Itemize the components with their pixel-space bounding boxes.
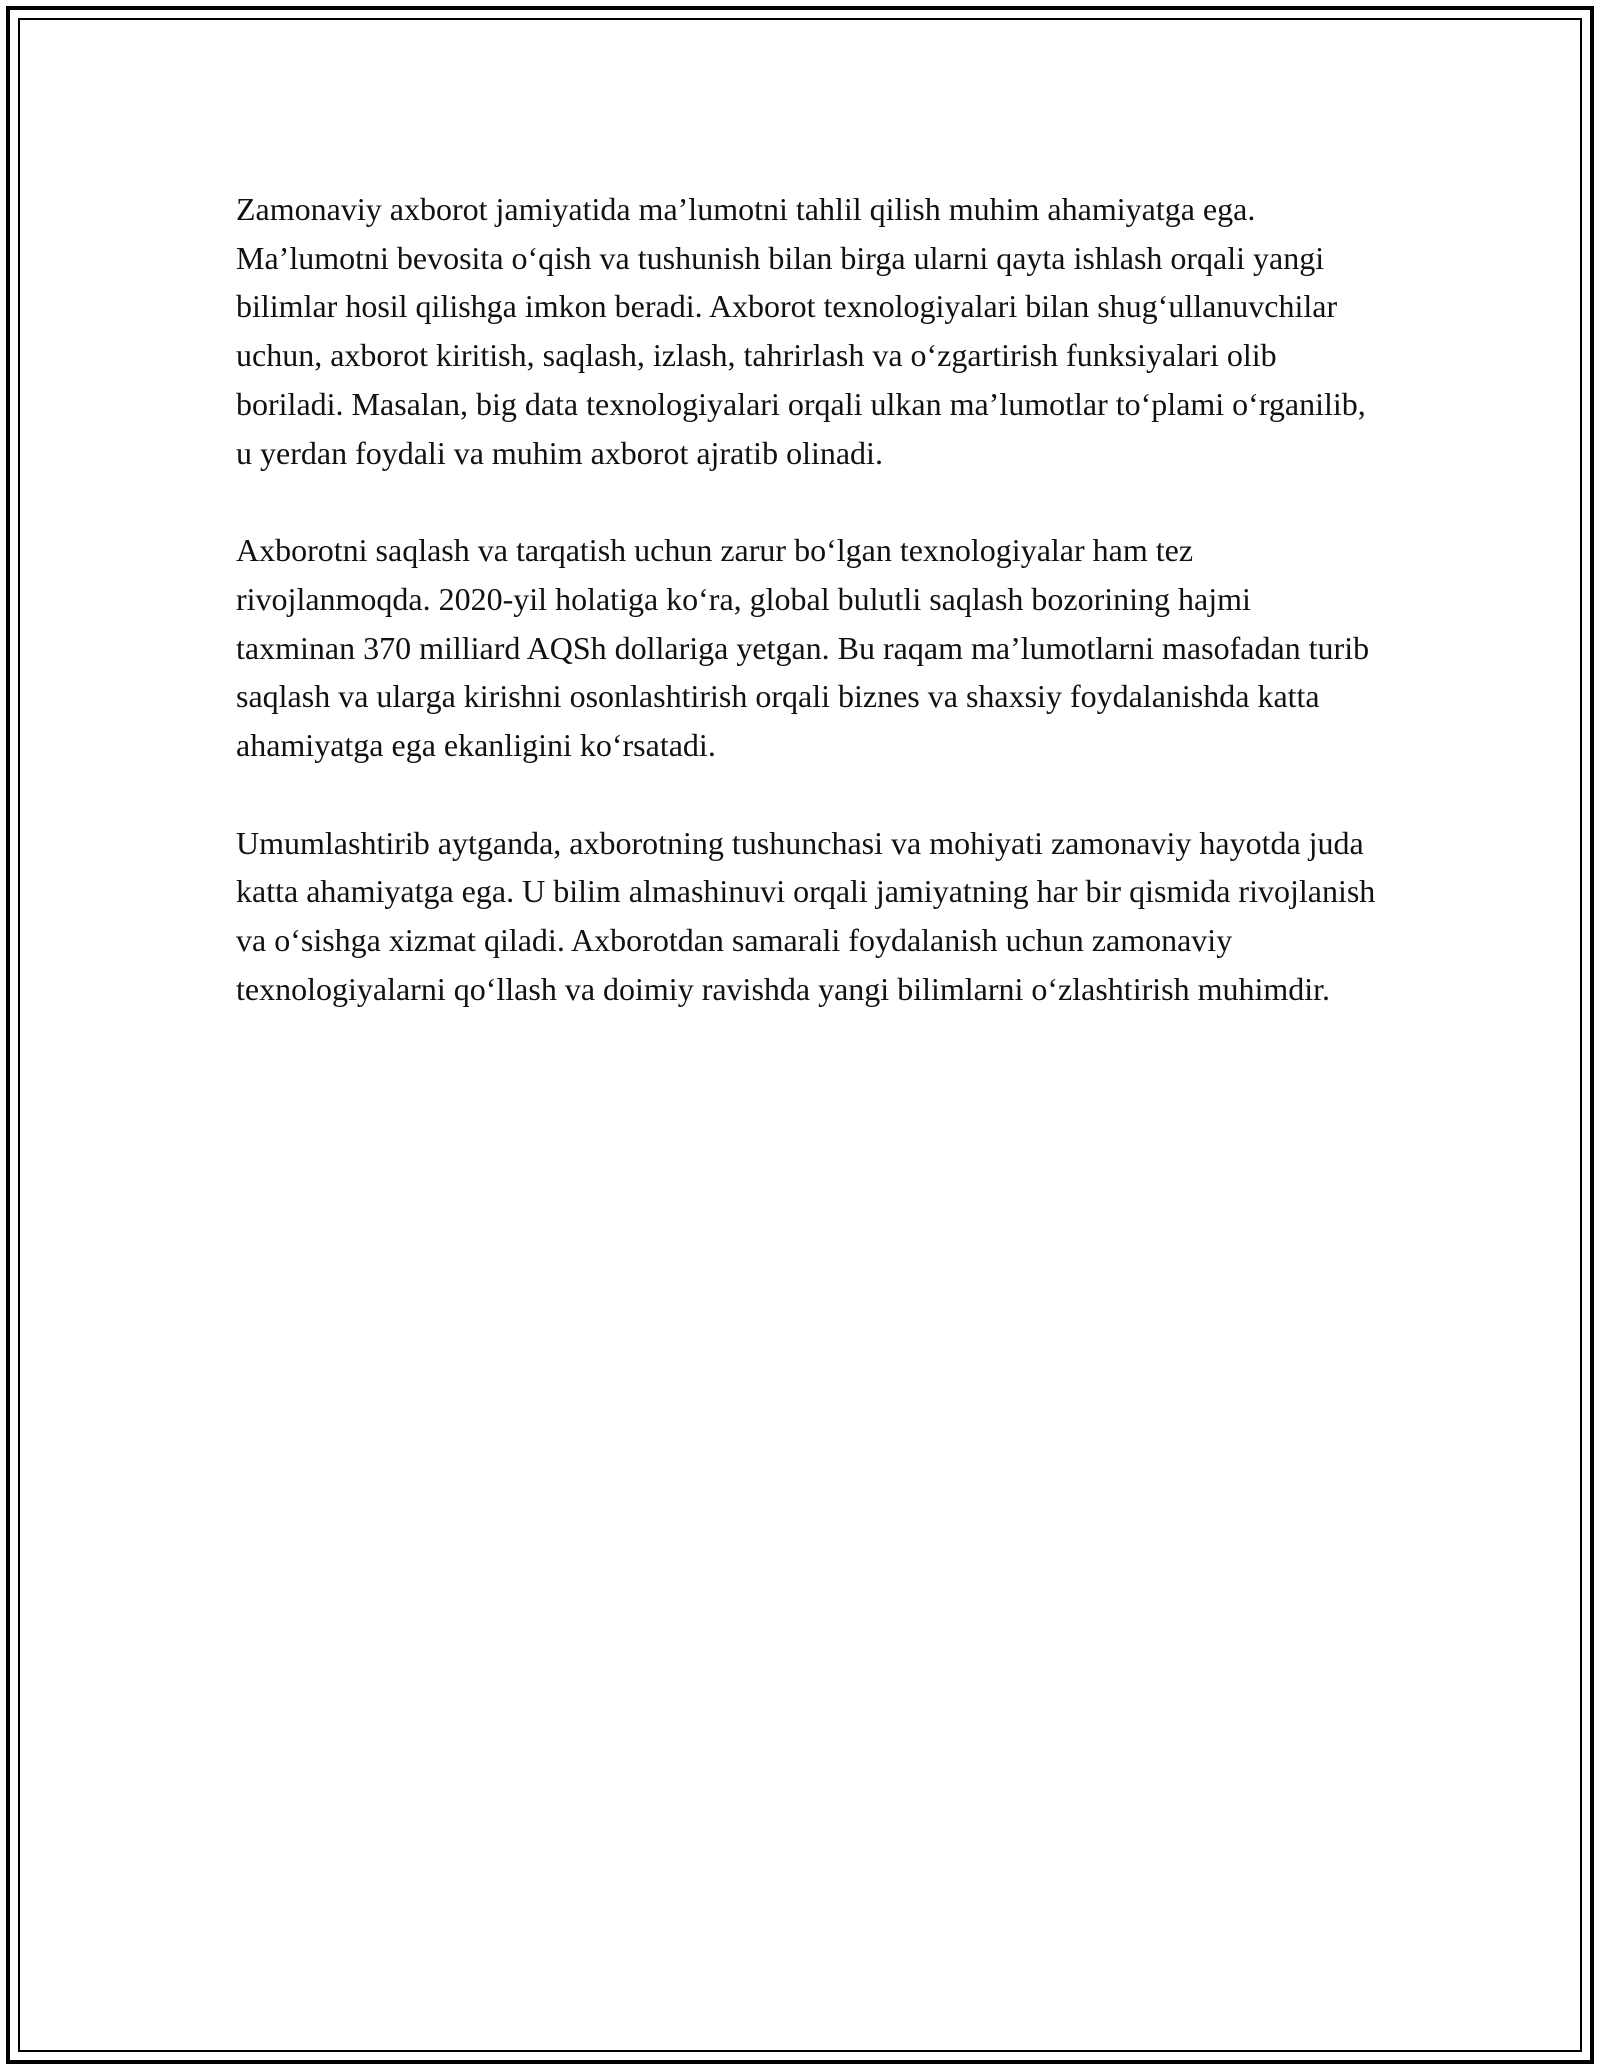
document-body xyxy=(236,185,1376,1063)
paragraph-2: Axborotni saqlash va tarqatish uchun zarur bo‘lgan texnologiyalar ham tez rivojlanmoqda. 2020-yil holatiga ko‘ra, global bulutli saqlash bozorining hajmi taxminan 370 milliard AQSh dollariga yetgan. Bu raqam ma’lumotlarni masofadan turib saqlash va ularga kirishni osonlashtirish orqali biznes va shaxsiy foydalanishda katta ahamiyatga ega ekanligini ko‘rsatadi. xyxy=(236,532,1370,764)
paragraph-1: Zamonaviy axborot jamiyatida ma’lumotni tahlil qilish muhim ahamiyatga ega. Ma’lumotni bevosita o‘qish va tushunish bilan birga ularni qayta ishlash orqali yangi bilimlar hosil qilishga imkon beradi. Axborot texnologiyalari bilan shug‘ullanuvchilar uchun, axborot kiritish, saqlash, izlash, tahrirlash va o‘zgartirish funksiyalari olib boriladi. Masalan, big data texnologiyalari orqali ulkan ma’lumotlar to‘plami o‘rganilib, u yerdan foydali va muhim axborot ajratib olinadi. xyxy=(236,191,1366,471)
paragraph-3: Umumlashtirib aytganda, axborotning tushunchasi va mohiyati zamonaviy hayotda juda katta ahamiyatga ega. U bilim almashinuvi orqali jamiyatning har bir qismida rivojlanish va o‘sishga xizmat qiladi. Axborotdan samarali foydalanish uchun zamonaviy texnologiyalarni qo‘llash va doimiy ravishda yangi bilimlarni o‘zlashtirish muhimdir. xyxy=(236,824,1376,1007)
